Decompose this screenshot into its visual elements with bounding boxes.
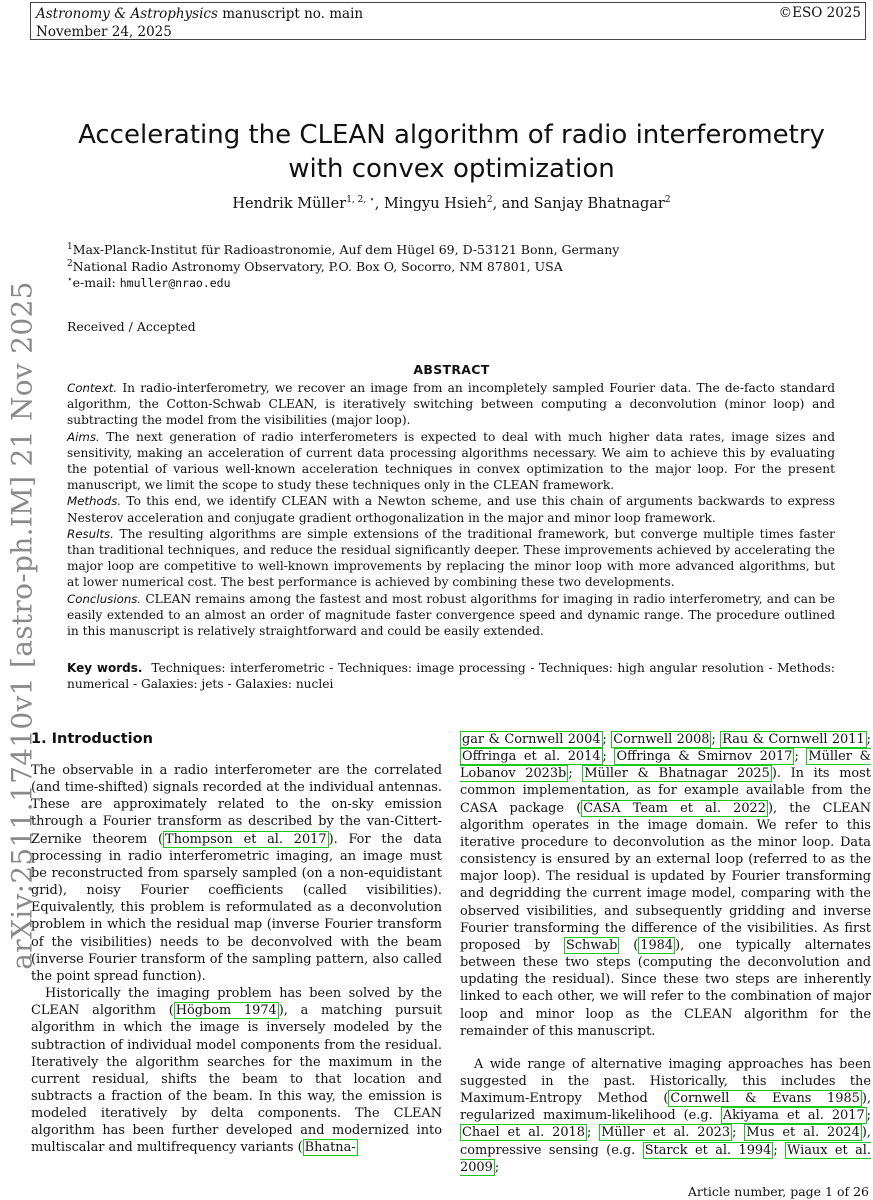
separator: ;	[773, 1142, 786, 1158]
citation-link[interactable]: Akiyama et al. 2017	[722, 1108, 865, 1124]
affiliation-1-text: Max-Planck-Institut für Radioastronomie, Auf dem Hügel 69, D-53121 Bonn, Germany	[72, 242, 620, 257]
text: (	[619, 937, 639, 953]
section-heading-introduction: 1. Introduction	[31, 731, 153, 747]
separator: ;	[732, 1125, 745, 1141]
intro-paragraph-1	[31, 762, 442, 985]
manuscript-number: manuscript no. main	[222, 6, 364, 22]
title-line-1: Accelerating the CLEAN algorithm of radio interferometry	[78, 120, 825, 150]
citation-link[interactable]: Müller & Lobanov 2023b	[460, 749, 871, 782]
citation-link[interactable]: Thompson et al. 2017	[165, 831, 327, 847]
aims-text: The next generation of radio interferometers is expected to deal with much higher data rates, image sizes and sensitivity, making an acceleration of current data processing algorithms necessary. We aim to achieve this by evaluating the potential of various well-known acceleration techniques in convex optimization to the major loop. For the present manuscript, we limit the scope to study these techniques only in the CLEAN framework.	[67, 429, 836, 493]
abstract-methods	[67, 493, 835, 525]
aims-label: Aims.	[67, 429, 100, 444]
text: ), regularized maximum-likelihood (e.g.	[460, 1091, 871, 1124]
page-footer: Article number, page 1 of 26	[687, 1184, 869, 1199]
author-1: Hendrik Müller	[232, 196, 347, 212]
separator: ;	[602, 732, 612, 747]
email-address[interactable]: hmuller@nrao.edu	[119, 276, 231, 290]
author-1-affil: 1, 2, ⋆	[346, 195, 375, 206]
citation-link[interactable]: Cornwell & Evans 1985	[670, 1091, 860, 1107]
email-marker: ⋆	[67, 274, 73, 285]
text: ). In its most common implementation, as for example available from the CASA package (	[460, 766, 871, 816]
citation-link[interactable]: Schwab	[566, 937, 618, 953]
paper-title	[40, 118, 863, 186]
separator: ;	[586, 1125, 600, 1141]
text: ). For the data processing in radio interferometric imaging, an image must be reconstructed from sparsely sampled (on a non-equidistant grid), noisy Fourier coefficients (called visibilities). Equivalently, this problem is reformulated as a deconvolution problem in which the residual map (inverse Fourier transform of the visibilities) needs to be deconvolved with the beam (inverse Fourier transform of the sampling pattern, also called the point spread function).	[31, 831, 442, 984]
affiliation-2-text: National Radio Astronomy Observatory, P.O. Box O, Socorro, NM 87801, USA	[72, 258, 563, 274]
intro-paragraph-2	[31, 985, 442, 1157]
author-3-affil: 2	[664, 195, 671, 206]
citation-link[interactable]: Müller et al. 2023	[601, 1125, 731, 1141]
results-label: Results.	[67, 526, 114, 541]
text: ), the CLEAN algorithm operates in the image domain. We refer to this iterative procedure to deconvolution as the minor loop. Data consistency is ensured by an external loop (referred to as the major loop). The residual is updated by Fourier transforming and degridding the current image model, comparing with the observed visibilities, and subsequently gridding and inverse Fourier transforming the difference of the visibilities. As first proposed by	[460, 800, 871, 953]
abstract-context	[67, 380, 835, 429]
abstract-results	[67, 526, 835, 591]
keywords	[67, 660, 835, 692]
citation-link[interactable]: Müller & Bhatnagar 2025	[584, 766, 770, 782]
abstract-conclusions	[67, 591, 835, 640]
manuscript-date: November 24, 2025	[36, 24, 172, 40]
journal-name: Astronomy & Astrophysics	[36, 6, 218, 22]
context-label: Context.	[67, 381, 118, 395]
citation-link[interactable]: Chael et al. 2018	[462, 1125, 585, 1141]
running-header	[36, 5, 363, 41]
title-line-2: with convex optimization	[288, 154, 615, 184]
arxiv-stamp-text: arXiv:2511.17410v1 [astro-ph.IM] 21 Nov 2025	[5, 280, 39, 970]
affiliation-2-number: 2	[67, 258, 73, 269]
received-accepted: Received / Accepted	[67, 319, 196, 334]
email-label: e-mail:	[72, 275, 120, 290]
affiliation-1	[67, 242, 619, 259]
context-text: In radio-interferometry, we recover an image from an incompletely sampled Fourier data. The de-facto standard algorithm, the Cotton-Schwab CLEAN, is iteratively switching between computing a deconvolution (minor loop) and subtracting the model from the visibilities (major loop).	[67, 381, 835, 428]
affiliation-1-number: 1	[67, 241, 73, 252]
separator: ;	[568, 766, 583, 782]
citation-link[interactable]: Rau & Cornwell 2011	[722, 732, 865, 747]
text: ), a matching pursuit algorithm in which the image is inversely modeled by the subtraction of individual model components from the residual. Iteratively the algorithm searches for the maximum in the current residual, shifts the beam to that location and subtracts a fraction of the beam. In this way, the emission is modeled iteratively by delta components. The CLEAN algorithm has been further developed and modernized into multiscalar and multifrequency variants (	[31, 1003, 442, 1156]
copyright: ©ESO 2025	[778, 5, 861, 21]
citation-link[interactable]: Offringa & Smirnov 2017	[616, 749, 793, 765]
intro-paragraph-2-continued	[460, 731, 871, 1040]
text: ), compressive sensing (e.g.	[460, 1125, 871, 1158]
left-column	[31, 762, 442, 1157]
citation-link[interactable]: Offringa et al. 2014	[462, 749, 601, 765]
separator: ;	[494, 1159, 500, 1175]
citation-link[interactable]: gar & Cornwell 2004	[462, 732, 601, 747]
citation-link[interactable]: Starck et al. 1994	[644, 1142, 772, 1158]
separator: ;	[866, 1108, 872, 1124]
text: A wide range of alternative imaging approaches has been suggested in the past. Historically, this includes the Maximum-Entropy Method (	[460, 1056, 871, 1107]
conclusions-label: Conclusions.	[67, 591, 142, 606]
conclusions-text: CLEAN remains among the fastest and most robust algorithms for imaging in radio interferometry, and can be easily extended to an almost an order of magnitude faster convergence speed and dynamic range. The procedure outlined in this manuscript is relatively straightforward and could be easily extended.	[67, 591, 835, 639]
right-column	[460, 731, 871, 1176]
abstract-heading: ABSTRACT	[413, 362, 490, 377]
text: Historically the imaging problem has been solved by the CLEAN algorithm (	[31, 986, 442, 1019]
author-list: Hendrik Müller$^{1, 2, ⋆}$, Mingyu Hsieh$^2$, and Sanjay Bhatnagar$^2$	[232, 195, 671, 212]
citation-link[interactable]: Wiaux et al. 2009	[460, 1142, 872, 1175]
citation-link[interactable]: Cornwell 2008	[613, 732, 710, 747]
separator: ;	[794, 749, 807, 765]
methods-text: To this end, we identify CLEAN with a Newton scheme, and use this chain of arguments backwards to express Nesterov acceleration and conjugate gradient orthogonalization in the major and minor loop framework.	[67, 494, 836, 525]
methods-label: Methods.	[67, 494, 122, 509]
text: ), one typically alternates between these two steps (computing the deconvolution and updating the residual). Since these two steps are inherently linked to each other, we will refer to the combination of major loop and minor loop as the CLEAN algorithm for the remainder of this manuscript.	[460, 937, 871, 1039]
abstract-aims	[67, 429, 835, 494]
email-line	[67, 275, 619, 292]
intro-paragraph-3	[460, 1056, 871, 1176]
citation-link[interactable]: Bhatna-	[304, 1140, 356, 1156]
citation-link[interactable]: 1984	[640, 937, 674, 953]
text: The observable in a radio interferometer are the correlated (and time-shifted) signals recorded at the individual antennas. These are approximately related to the on-sky emission through a Fourier transform as described by the van-Cittert-Zernike theorem (	[31, 763, 442, 847]
citation-link[interactable]: Högbom 1974	[175, 1003, 277, 1019]
affiliations	[67, 242, 619, 292]
results-text: The resulting algorithms are simple extensions of the traditional framework, but converge multiple times faster than traditional techniques, and reduce the residual significantly deeper. These improvements achieved by accelerating the major loop are competitive to well-known improvements by replacing the minor loop with more advanced algorithms, but at lower numerical cost. The best performance is achieved by combining these two developments.	[67, 526, 836, 590]
citation-link[interactable]: CASA Team et al. 2022	[583, 800, 766, 816]
keywords-label: Key words.	[67, 661, 143, 675]
author-3: Sanjay Bhatnagar	[533, 196, 665, 212]
separator: ;	[602, 749, 615, 765]
abstract-body	[67, 380, 835, 639]
author-and: , and	[492, 196, 534, 212]
citation-link[interactable]: Mus et al. 2024	[746, 1125, 860, 1141]
affiliation-2	[67, 259, 619, 276]
separator: ;	[711, 732, 721, 747]
keywords-text: Techniques: interferometric - Techniques: image processing - Techniques: high angular resolution - Methods: numerical - Galaxies: jets - Galaxies: nuclei	[67, 661, 836, 692]
separator: ;	[866, 732, 871, 747]
author-2-affil: 2	[486, 195, 493, 206]
author-2: Mingyu Hsieh	[383, 196, 487, 212]
